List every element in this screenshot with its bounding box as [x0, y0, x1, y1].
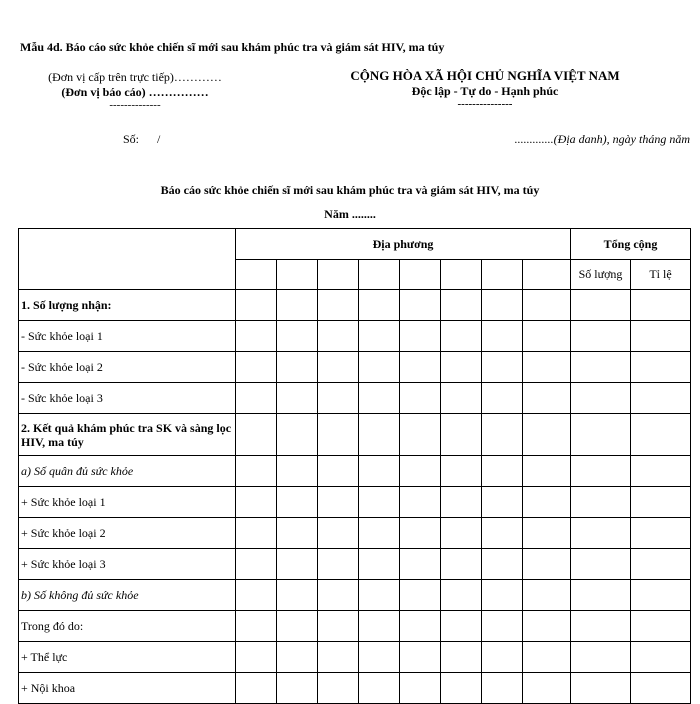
locality-value-cell[interactable]: [523, 414, 571, 456]
locality-value-cell[interactable]: [482, 642, 523, 673]
row-label: 1. Số lượng nhận:: [19, 290, 236, 321]
locality-value-cell[interactable]: [318, 487, 359, 518]
locality-value-cell[interactable]: [523, 352, 571, 383]
locality-value-cell[interactable]: [359, 352, 400, 383]
row-label: - Sức khỏe loại 1: [19, 321, 236, 352]
locality-value-cell[interactable]: [236, 414, 277, 456]
row-label: - Sức khỏe loại 2: [19, 352, 236, 383]
count-value-cell[interactable]: [571, 352, 631, 383]
ratio-value-cell[interactable]: [631, 487, 691, 518]
locality-value-cell[interactable]: [277, 611, 318, 642]
locality-value-cell[interactable]: [482, 321, 523, 352]
place-date-line: .............(Địa danh), ngày tháng năm: [514, 132, 690, 146]
row-label: - Sức khỏe loại 3: [19, 383, 236, 414]
locality-value-cell[interactable]: [236, 673, 277, 704]
ratio-value-cell[interactable]: [631, 414, 691, 456]
locality-value-cell[interactable]: [277, 673, 318, 704]
locality-value-cell[interactable]: [482, 580, 523, 611]
row-label: + Sức khỏe loại 3: [19, 549, 236, 580]
row-label: b) Số không đủ sức khỏe: [19, 580, 236, 611]
locality-value-cell[interactable]: [523, 518, 571, 549]
report-title: Báo cáo sức khỏe chiến sĩ mới sau khám phúc tra và giám sát HIV, ma túy: [160, 183, 540, 197]
locality-value-cell[interactable]: [482, 383, 523, 414]
count-value-cell[interactable]: [571, 673, 631, 704]
locality-value-cell[interactable]: [318, 642, 359, 673]
locality-value-cell[interactable]: [359, 383, 400, 414]
locality-value-cell[interactable]: [318, 383, 359, 414]
row-label-header: [19, 229, 236, 290]
locality-cell[interactable]: [236, 260, 277, 290]
locality-value-cell[interactable]: [400, 642, 441, 673]
locality-cell[interactable]: [277, 260, 318, 290]
row-label: Trong đó do:: [19, 611, 236, 642]
locality-cell[interactable]: [482, 260, 523, 290]
locality-value-cell[interactable]: [277, 518, 318, 549]
row-label: 2. Kết quả khám phúc tra SK và sàng lọc HIV, ma túy: [19, 414, 236, 456]
table-row: [19, 414, 691, 456]
locality-value-cell[interactable]: [482, 549, 523, 580]
locality-cell[interactable]: [318, 260, 359, 290]
locality-value-cell[interactable]: [441, 352, 482, 383]
locality-value-cell[interactable]: [359, 321, 400, 352]
locality-value-cell[interactable]: [523, 290, 571, 321]
table-row: [19, 518, 691, 549]
national-header: [300, 68, 670, 110]
row-label: + Nội khoa: [19, 673, 236, 704]
locality-value-cell[interactable]: [482, 611, 523, 642]
locality-value-cell[interactable]: [277, 290, 318, 321]
locality-value-cell[interactable]: [359, 611, 400, 642]
table-row: [19, 456, 691, 487]
locality-value-cell[interactable]: [236, 321, 277, 352]
report-table: [18, 228, 691, 704]
count-value-cell[interactable]: [571, 290, 631, 321]
country-name: CỘNG HÒA XÃ HỘI CHỦ NGHĨA VIỆT NAM: [350, 68, 620, 83]
locality-value-cell[interactable]: [482, 414, 523, 456]
ratio-value-cell[interactable]: [631, 673, 691, 704]
locality-cell[interactable]: [441, 260, 482, 290]
locality-value-cell[interactable]: [482, 487, 523, 518]
locality-value-cell[interactable]: [236, 518, 277, 549]
locality-value-cell[interactable]: [482, 290, 523, 321]
locality-value-cell[interactable]: [523, 549, 571, 580]
locality-value-cell[interactable]: [236, 549, 277, 580]
table-row: [19, 290, 691, 321]
locality-value-cell[interactable]: [400, 487, 441, 518]
ratio-value-cell[interactable]: [631, 549, 691, 580]
locality-value-cell[interactable]: [359, 580, 400, 611]
locality-value-cell[interactable]: [523, 673, 571, 704]
locality-value-cell[interactable]: [359, 549, 400, 580]
table-row: [19, 383, 691, 414]
locality-value-cell[interactable]: [359, 642, 400, 673]
count-value-cell[interactable]: [571, 414, 631, 456]
locality-value-cell[interactable]: [359, 290, 400, 321]
locality-value-cell[interactable]: [277, 580, 318, 611]
locality-value-cell[interactable]: [441, 290, 482, 321]
table-row: [19, 352, 691, 383]
locality-value-cell[interactable]: [441, 673, 482, 704]
header-right-dashes: ---------------: [457, 98, 513, 110]
count-value-cell[interactable]: [571, 383, 631, 414]
locality-value-cell[interactable]: [359, 673, 400, 704]
locality-value-cell[interactable]: [236, 642, 277, 673]
motto: Độc lập - Tự do - Hạnh phúc: [411, 84, 559, 98]
locality-value-cell[interactable]: [277, 549, 318, 580]
table-body: [19, 290, 691, 704]
ratio-header: Tỉ lệ: [631, 260, 691, 290]
locality-value-cell[interactable]: [236, 487, 277, 518]
locality-value-cell[interactable]: [441, 456, 482, 487]
row-label: + Thể lực: [19, 642, 236, 673]
locality-value-cell[interactable]: [277, 383, 318, 414]
ratio-value-cell[interactable]: [631, 321, 691, 352]
locality-value-cell[interactable]: [318, 321, 359, 352]
locality-value-cell[interactable]: [482, 673, 523, 704]
locality-value-cell[interactable]: [277, 321, 318, 352]
locality-cell[interactable]: [359, 260, 400, 290]
locality-value-cell[interactable]: [318, 611, 359, 642]
locality-value-cell[interactable]: [277, 642, 318, 673]
locality-value-cell[interactable]: [441, 518, 482, 549]
locality-value-cell[interactable]: [318, 518, 359, 549]
ratio-value-cell[interactable]: [631, 580, 691, 611]
locality-value-cell[interactable]: [318, 414, 359, 456]
header-left-dashes: --------------: [109, 99, 161, 111]
report-year: Năm ........: [324, 207, 376, 221]
total-header: Tổng cộng: [571, 229, 691, 260]
locality-value-cell[interactable]: [523, 580, 571, 611]
locality-value-cell[interactable]: [400, 549, 441, 580]
locality-value-cell[interactable]: [277, 487, 318, 518]
count-value-cell[interactable]: [571, 549, 631, 580]
locality-cell[interactable]: [400, 260, 441, 290]
locality-value-cell[interactable]: [236, 352, 277, 383]
locality-value-cell[interactable]: [523, 642, 571, 673]
locality-value-cell[interactable]: [441, 642, 482, 673]
locality-value-cell[interactable]: [400, 673, 441, 704]
locality-value-cell[interactable]: [441, 580, 482, 611]
locality-value-cell[interactable]: [236, 611, 277, 642]
locality-value-cell[interactable]: [441, 383, 482, 414]
document-number: Số: /: [123, 132, 161, 146]
locality-value-cell[interactable]: [400, 383, 441, 414]
locality-value-cell[interactable]: [277, 414, 318, 456]
locality-header: Địa phương: [236, 229, 571, 260]
locality-value-cell[interactable]: [236, 383, 277, 414]
table-row: [19, 321, 691, 352]
table-row: [19, 642, 691, 673]
table-row: [19, 549, 691, 580]
locality-value-cell[interactable]: [318, 352, 359, 383]
locality-value-cell[interactable]: [318, 290, 359, 321]
ratio-value-cell[interactable]: [631, 456, 691, 487]
ratio-value-cell[interactable]: [631, 383, 691, 414]
row-label: a) Số quân đủ sức khỏe: [19, 456, 236, 487]
locality-value-cell[interactable]: [400, 611, 441, 642]
locality-value-cell[interactable]: [523, 611, 571, 642]
ratio-value-cell[interactable]: [631, 642, 691, 673]
locality-value-cell[interactable]: [400, 352, 441, 383]
locality-value-cell[interactable]: [318, 549, 359, 580]
locality-value-cell[interactable]: [400, 321, 441, 352]
locality-value-cell[interactable]: [236, 580, 277, 611]
superior-unit-line: (Đơn vị cấp trên trực tiếp)…………: [48, 70, 222, 84]
locality-value-cell[interactable]: [400, 290, 441, 321]
table-row: [19, 487, 691, 518]
locality-value-cell[interactable]: [400, 518, 441, 549]
count-header: Số lượng: [571, 260, 631, 290]
locality-value-cell[interactable]: [482, 456, 523, 487]
table-header-row: [19, 229, 691, 260]
locality-value-cell[interactable]: [441, 611, 482, 642]
locality-value-cell[interactable]: [318, 456, 359, 487]
row-label: + Sức khỏe loại 1: [19, 487, 236, 518]
locality-value-cell[interactable]: [400, 414, 441, 456]
locality-value-cell[interactable]: [400, 456, 441, 487]
form-code: Mẫu 4d. Báo cáo sức khỏe chiến sĩ mới sau khám phúc tra và giám sát HIV, ma túy: [20, 40, 445, 54]
row-label: + Sức khỏe loại 2: [19, 518, 236, 549]
locality-value-cell[interactable]: [482, 518, 523, 549]
locality-value-cell[interactable]: [523, 383, 571, 414]
count-value-cell[interactable]: [571, 321, 631, 352]
ratio-value-cell[interactable]: [631, 290, 691, 321]
ratio-value-cell[interactable]: [631, 518, 691, 549]
table-row: [19, 611, 691, 642]
table-row: [19, 673, 691, 704]
count-value-cell[interactable]: [571, 487, 631, 518]
count-value-cell[interactable]: [571, 456, 631, 487]
locality-cell[interactable]: [523, 260, 571, 290]
count-value-cell[interactable]: [571, 611, 631, 642]
locality-value-cell[interactable]: [441, 414, 482, 456]
locality-value-cell[interactable]: [482, 352, 523, 383]
count-value-cell[interactable]: [571, 642, 631, 673]
locality-value-cell[interactable]: [441, 487, 482, 518]
reporting-unit-line: (Đơn vị báo cáo) ……………: [61, 85, 209, 99]
count-value-cell[interactable]: [571, 580, 631, 611]
reporting-unit-header: [20, 70, 250, 111]
locality-value-cell[interactable]: [523, 456, 571, 487]
locality-value-cell[interactable]: [359, 487, 400, 518]
locality-value-cell[interactable]: [318, 673, 359, 704]
count-value-cell[interactable]: [571, 518, 631, 549]
locality-value-cell[interactable]: [236, 456, 277, 487]
locality-value-cell[interactable]: [277, 352, 318, 383]
locality-value-cell[interactable]: [400, 580, 441, 611]
locality-value-cell[interactable]: [359, 518, 400, 549]
locality-value-cell[interactable]: [441, 549, 482, 580]
locality-value-cell[interactable]: [236, 290, 277, 321]
locality-value-cell[interactable]: [523, 321, 571, 352]
ratio-value-cell[interactable]: [631, 611, 691, 642]
locality-value-cell[interactable]: [523, 487, 571, 518]
locality-value-cell[interactable]: [277, 456, 318, 487]
locality-value-cell[interactable]: [441, 321, 482, 352]
ratio-value-cell[interactable]: [631, 352, 691, 383]
locality-value-cell[interactable]: [359, 456, 400, 487]
table-row: [19, 580, 691, 611]
locality-value-cell[interactable]: [359, 414, 400, 456]
locality-value-cell[interactable]: [318, 580, 359, 611]
